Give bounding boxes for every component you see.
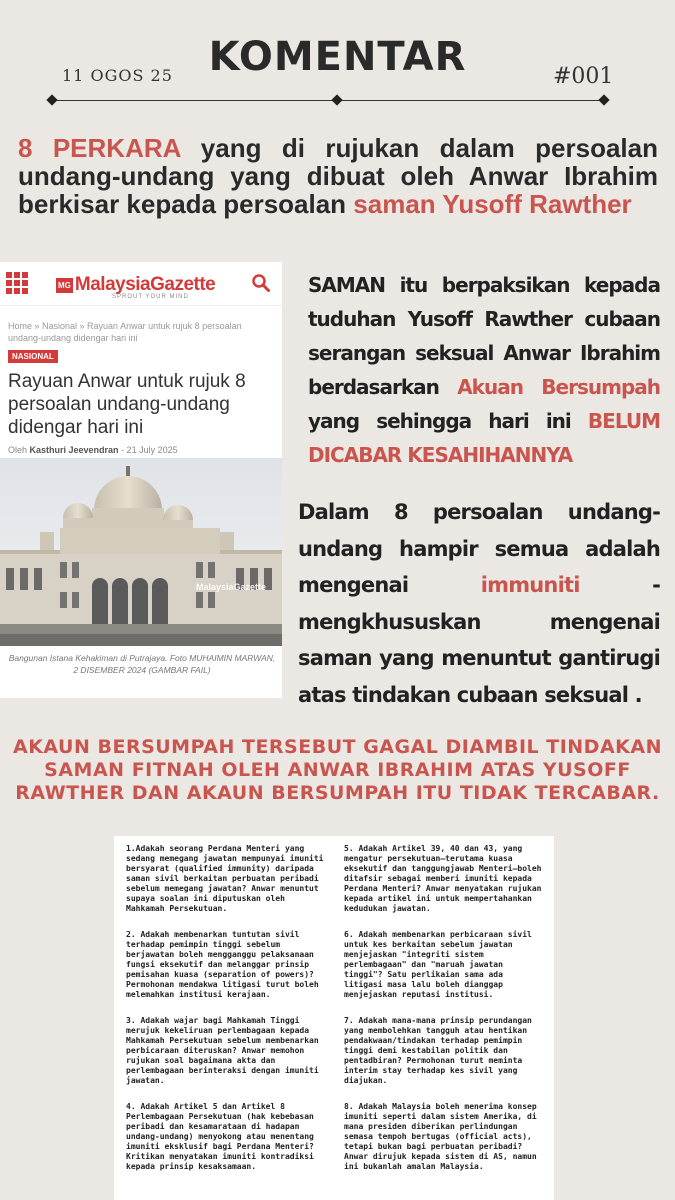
header-number: #001 [553, 64, 614, 89]
intro-text: yang di rujukan dalam persoalan undang-undang yang dibuat oleh Anwar Ibrahim berkisar kepada persoalan [18, 133, 658, 219]
article-title[interactable]: Rayuan Anwar untuk rujuk 8 persoalan undang-undang didengar hari ini [8, 371, 246, 438]
photo-watermark: MalaysiaGazette [196, 582, 267, 592]
menu-grid-icon[interactable] [6, 272, 28, 294]
photo-caption: Bangunan Istana Kehakiman di Putrajaya. Foto MUHAIMIN MARWAN, 2 DISEMBER 2024 (GAMBAR FAIL) [8, 653, 276, 675]
breadcrumb[interactable]: Home » Nasional » Rayuan Anwar untuk rujuk 8 persoalan undang-undang didengar hari ini [8, 321, 242, 343]
divider-ornament-right [598, 94, 609, 105]
intro-paragraph [18, 134, 658, 218]
article-byline [0, 439, 282, 455]
logo-badge: MG [56, 278, 73, 293]
para1-highlight-unchallenged: BELUM DICABAR KESAHIHANNYA [308, 409, 660, 467]
para1-text-b: yang sehingga hari ini [308, 409, 588, 433]
para1-highlight-affidavit: Akuan Bersumpah [457, 375, 660, 399]
question-item: 8. Adakah Malaysia boleh menerima konsep imuniti seperti dalam sistem Amerika, di mana presiden diberikan perlindungan semasa tempoh bertugas (official acts), tetapi bukan bagi perbuatan peribadi? Anwar dirujuk kepada sistem di AS, namun ini bukanlah amalan Malaysia. [344, 1102, 537, 1171]
document-column-left [126, 844, 324, 1192]
question-item: 1.Adakah seorang Perdana Menteri yang sedang memegang jawatan mempunyai imuniti bersyarat (qualified immunity) daripada saman sivil berkaitan perbuatan peribadi sebelum memegang jawatan? Anwar menuntut supaya soalan ini diputuskan oleh Mahkamah Persekutuan. [126, 844, 324, 913]
news-site-header [0, 262, 282, 306]
page-title: KOMENTAR [208, 34, 467, 80]
question-item: 7. Adakah mana-mana prinsip perundangan yang membolehkan tangguh atau hentikan pendakwaan/tindakan terhadap pemimpin tinggi demi kestabilan politik dan pentadbiran? Permohonan turut meminta interim stay terhadap kes sivil yang diajukan. [344, 1016, 532, 1085]
para1-text-a: SAMAN itu berpaksikan kepada tuduhan Yusoff Rawther cubaan serangan seksual Anwar Ibrahim berdasarkan [308, 273, 660, 399]
para2-highlight-immunity: immuniti [480, 573, 580, 597]
question-item: 4. Adakah Artikel 5 dan Artikel 8 Perlembagaan Persekutuan (hak kebebasan peribadi dan kesamarataan di hadapan undang-undang) menyokong atau menentang imuniti eksklusif bagi Perdana Menteri? Kritikan menyatakan imuniti kontradiksi kepada prinsip kesaksamaan. [126, 1102, 314, 1171]
para2-text-a: Dalam 8 persoalan undang-undang hampir semua adalah mengenai [298, 500, 660, 597]
site-logo[interactable] [56, 274, 215, 296]
question-item: 6. Adakah membenarkan perbicaraan sivil untuk kes berkaitan sebelum jawatan menjejaskan "integriti sistem perlembagaan" dan "maruah jawatan tinggi"? Satu perlikaian sama ada litigasi masa lalu boleh dianggap menjejaskan reputasi institusi. [344, 930, 532, 999]
author-name[interactable]: Kasthuri Jeevendran [29, 445, 119, 455]
commentary-paragraph-2 [298, 494, 660, 713]
divider-ornament-center [331, 94, 342, 105]
question-item: 5. Adakah Artikel 39, 40 dan 43, yang mengatur persekutuan—terutama kuasa eksekutif dan tanggungjawab Menteri—boleh ditafsir sebagai memberi imuniti kepada Perdana Menteri? Anwar menyatakan rujukan kepada artikel ini untuk mempertahankan kedudukan jawatan. [344, 844, 542, 913]
para2-text-b: - mengkhususkan mengenai saman yang menuntut gantirugi atas tindakan cubaan seksual . [298, 573, 660, 707]
header-divider [50, 100, 605, 101]
byline-prefix: Oleh [8, 445, 30, 455]
legal-questions-document [114, 836, 554, 1200]
header-date: 11 OGOS 25 [62, 66, 173, 85]
question-item: 2. Adakah membenarkan tuntutan sivil terhadap pemimpin tinggi sebelum berjawatan boleh mengganggu pelaksanaan fungsi eksekutif dan melanggar prinsip pemisahan kuasa (separation of powers)? Permohonan mendakwa litigasi turut boleh melemahkan institusi kerajaan. [126, 930, 319, 999]
document-column-right [344, 844, 542, 1192]
intro-highlight-lawsuit: saman Yusoff Rawther [353, 189, 632, 219]
logo-tagline: SPROUT YOUR MIND [112, 294, 189, 300]
intro-highlight-count: 8 PERKARA [18, 133, 181, 163]
search-icon[interactable] [252, 274, 270, 292]
highlight-banner: AKAUN BERSUMPAH TERSEBUT GAGAL DIAMBIL TINDAKAN SAMAN FITNAH OLEH ANWAR IBRAHIM ATAS YUSOFF RAWTHER DAN AKAUN BERSUMPAH ITU TIDAK TERCABAR. [12, 736, 662, 804]
logo-name: MalaysiaGazette [74, 274, 216, 295]
commentary-paragraph-1 [308, 268, 660, 472]
category-badge[interactable]: NASIONAL [8, 350, 58, 363]
publish-date: - 21 July 2025 [118, 445, 178, 455]
divider-ornament-left [46, 94, 57, 105]
court-building-photo [0, 458, 282, 646]
question-item: 3. Adakah wajar bagi Mahkamah Tinggi merujuk kekeliruan perlembagaan kepada Mahkamah Persekutuan sebelum membenarkan perbicaraan diteruskan? Anwar memohon rujukan soal bagaimana akta dan perlembagaan berinteraksi dengan imuniti jawatan. [126, 1016, 319, 1085]
